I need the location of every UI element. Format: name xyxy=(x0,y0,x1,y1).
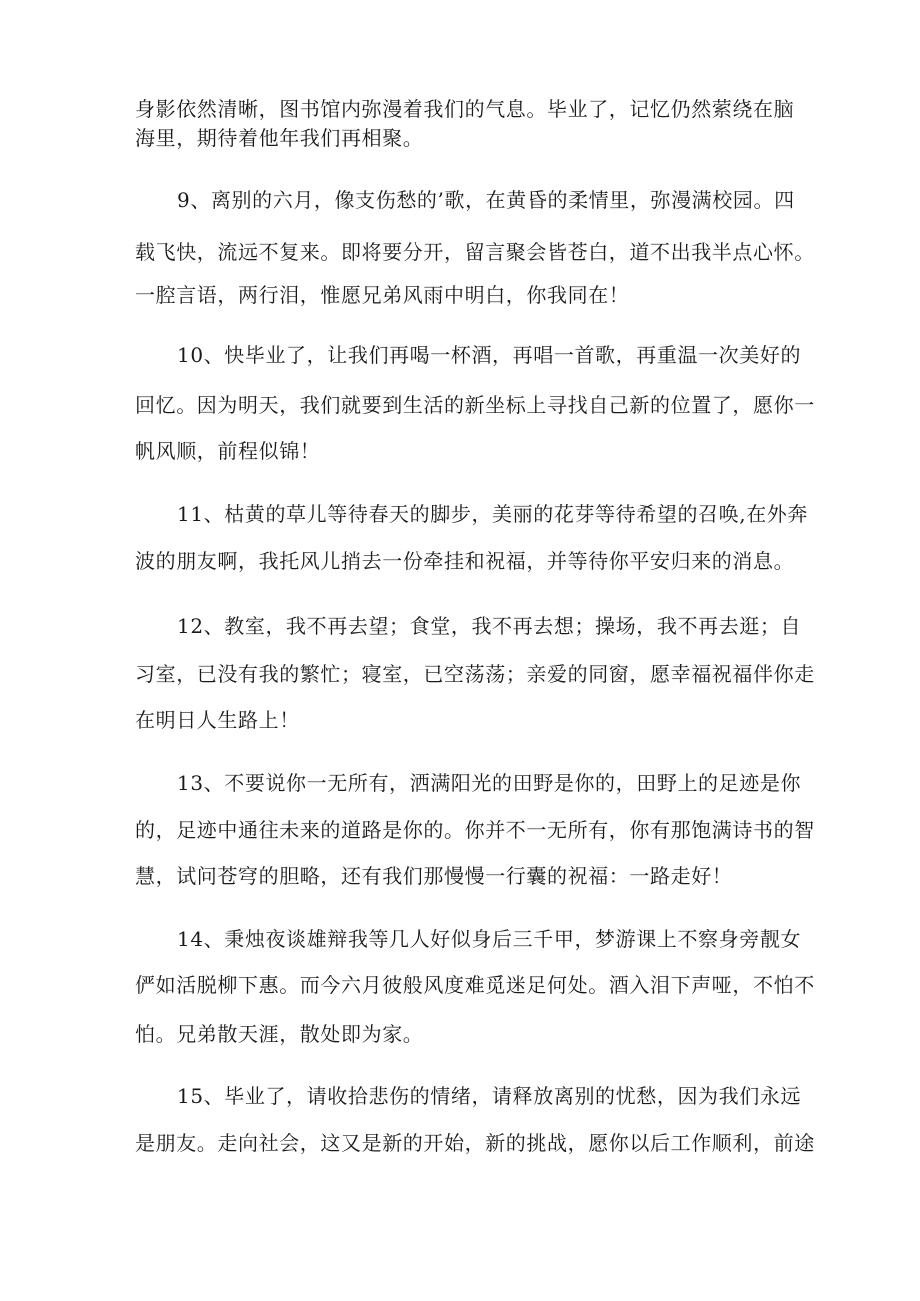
text-line: 11、枯黄的草儿等待春天的脚步，美丽的花芽等待希望的召唤,在外奔 xyxy=(177,502,809,526)
text-line: 载飞快，流远不复来。即将要分开，留言聚会皆苍白，道不出我半点心怀。 xyxy=(135,240,815,264)
text-line: 波的朋友啊，我托风儿捎去一份牵挂和祝福，并等待你平安归来的消息。 xyxy=(135,549,795,573)
text-line: 12、教室，我不再去望；食堂，我不再去想；操场，我不再去逛；自 xyxy=(177,614,802,638)
text-line: 身影依然清晰，图书馆内弥漫着我们的气息。毕业了，记忆仍然萦绕在脑 xyxy=(135,97,795,121)
text-line: 15、毕业了，请收拾悲伤的情绪，请释放离别的忧愁，因为我们永远 xyxy=(177,1084,802,1108)
text-line: 13、不要说你一无所有，洒满阳光的田野是你的，田野上的足迹是你 xyxy=(177,771,802,795)
text-line: 帆风顺，前程似锦！ xyxy=(135,439,321,463)
text-line: 在明日人生路上！ xyxy=(135,708,300,732)
text-line: 海里，期待着他年我们再相聚。 xyxy=(135,126,424,150)
text-line: 一腔言语，两行泪，惟愿兄弟风雨中明白，你我同在！ xyxy=(135,283,630,307)
text-line: 的，足迹中通往未来的道路是你的。你并不一无所有，你有那饱满诗书的智 xyxy=(135,818,815,842)
text-line: 习室，已没有我的繁忙；寝室，已空荡荡；亲爱的同窗，愿幸福祝福伴你走 xyxy=(135,662,815,686)
text-line: 怕。兄弟散天涯，散处即为家。 xyxy=(135,1022,424,1046)
text-line: 10、快毕业了，让我们再喝一杯酒，再唱一首歌，再重温一次美好的 xyxy=(177,343,802,367)
text-line: 俨如活脱柳下惠。而今六月彼般风度难觅迷足何处。酒入泪下声哑，不怕不 xyxy=(135,973,815,997)
text-line: 是朋友。走向社会，这又是新的开始，新的挑战，愿你以后工作顺利，前途 xyxy=(135,1131,815,1155)
text-line: 慧，试问苍穹的胆略，还有我们那慢慢一行囊的祝福：一路走好！ xyxy=(135,864,733,888)
text-line: 14、秉烛夜谈雄辩我等几人好似身后三千甲，梦游课上不察身旁靓女 xyxy=(177,927,802,951)
text-line: 回忆。因为明天，我们就要到生活的新坐标上寻找自己新的位置了，愿你一 xyxy=(135,393,815,417)
text-line: 9、离别的六月，像支伤愁的’歌，在黄昏的柔情里，弥漫满校园。四 xyxy=(177,188,795,212)
